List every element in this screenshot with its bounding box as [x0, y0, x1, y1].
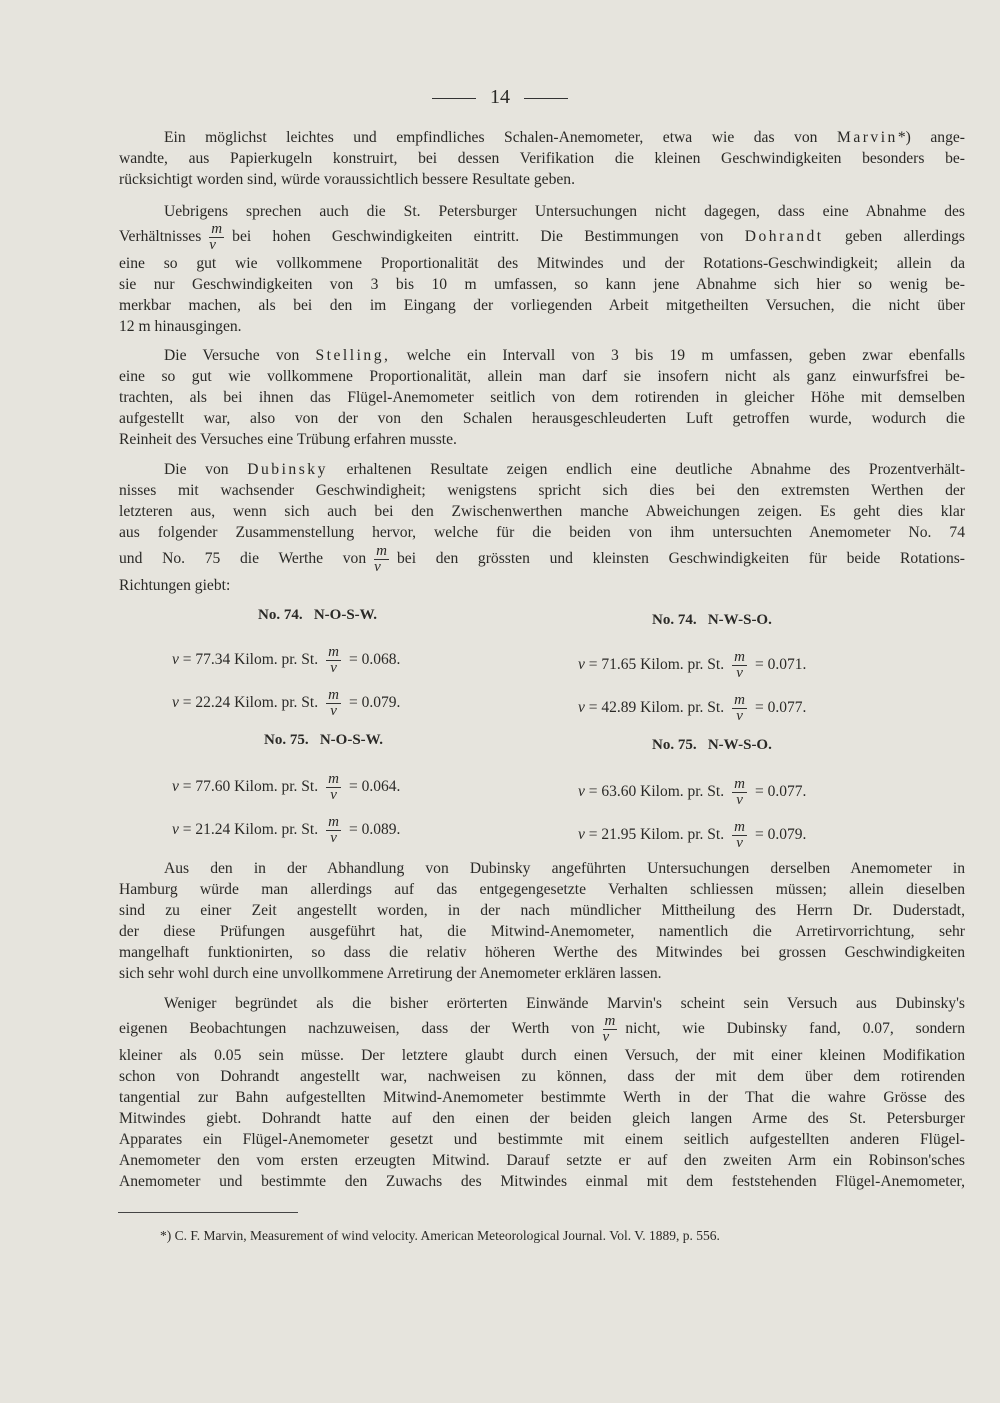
- text-line: und No. 75 die Werthe von $\frac{m}{v}$ bei den grössten und kleinsten Geschwindigkeiten für beide Rotations-: [119, 542, 965, 575]
- fraction-m-over-v: $\frac{m}{v}$: [328, 687, 339, 719]
- table-row: v = 77.34 Kilom. pr. St. $\frac{m}{v}$ = 0.068.: [172, 644, 401, 676]
- text-line: Verhältnisses $\frac{m}{v}$ bei hohen Geschwindigkeiten eintritt. Die Bestimmungen von Dohrandt geben allerdings: [119, 221, 965, 253]
- fraction-m-over-v: $\frac{m}{v}$: [734, 692, 745, 724]
- text-line: Richtungen giebt:: [119, 577, 231, 594]
- text-line: Reinheit des Versuches eine Trübung erfahren musste.: [119, 431, 457, 448]
- text-line: nisses mit wachsender Geschwindigheit; wenigstens spricht sich dies bei den extremsten Werthen der: [119, 482, 965, 499]
- text-line: aus folgender Zusammenstellung hervor, welche für die beiden von ihm untersuchten Anemometer No. 74: [119, 524, 965, 541]
- text-line: Uebrigens sprechen auch die St. Petersburger Untersuchungen nicht dagegen, dass eine Abnahme des: [164, 203, 965, 220]
- text-line: tangential zur Bahn aufgestellten Mitwind-Anemometer bestimmte Werth in der That die wahre Grösse des: [119, 1089, 965, 1106]
- fraction-m-over-v: $\frac{m}{v}$: [734, 776, 745, 808]
- fraction-m-over-v: $\frac{m}{v}$: [734, 649, 745, 681]
- velocity-symbol: v: [172, 651, 179, 669]
- text-line: Mitwindes giebt. Dohrandt hatte auf den einen der beiden gleich langen Arme des St. Petersburger: [119, 1110, 965, 1127]
- ratio-value: 0.079.: [767, 826, 807, 844]
- unit-label: Kilom. pr. St.: [640, 656, 725, 674]
- text-line: Die von Dubinsky erhaltenen Resultate zeigen endlich eine deutliche Abnahme des Prozentverhält-: [164, 461, 966, 478]
- velocity-value: 63.60: [601, 783, 637, 801]
- page-number: 14: [0, 86, 1000, 109]
- fraction-m-over-v: $\frac{m}{v}$: [328, 814, 339, 846]
- paragraph-4: [119, 459, 965, 596]
- text-line: kleiner als 0.05 sein müsse. Der letztere glaubt durch einen Versuch, der mit einer kleinen Modifikation: [119, 1047, 965, 1064]
- text-line: sie nur Geschwindigkeiten von 3 bis 10 m umfassen, so kann jene Abnahme sich hier so wenig be-: [119, 276, 965, 293]
- table-heading: No. 75. N-O-S-W.: [264, 732, 384, 748]
- text-line: letzteren aus, wenn sich auch bei den Zwischenwerthen manche Abweichungen zeigen. Es geht dies klar: [119, 503, 965, 520]
- text-line: Apparates ein Flügel-Anemometer gesetzt und bestimmte mit einem seitlich aufgestellten anderen Flügel-: [119, 1131, 965, 1148]
- ratio-value: 0.077.: [767, 699, 807, 717]
- paragraph-6: [119, 993, 965, 1192]
- velocity-value: 21.95: [601, 826, 637, 844]
- text-line: der diese Prüfungen ausgeführt hat, die Mitwind-Anemometer, namentlich die Arretirvorrichtung, sehr: [119, 923, 965, 940]
- fraction-m-over-v: $\frac{m}{v}$: [328, 644, 339, 676]
- paragraph-2: [119, 201, 965, 337]
- text-line: wandte, aus Papierkugeln konstruirt, bei dessen Verifikation die kleinen Geschwindigkeiten besonders be-: [119, 150, 965, 167]
- text-line: rücksichtigt worden sind, würde voraussichtlich bessere Resultate geben.: [119, 171, 575, 188]
- unit-label: Kilom. pr. St.: [234, 821, 319, 839]
- unit-label: Kilom. pr. St.: [640, 699, 725, 717]
- velocity-value: 77.60: [195, 778, 231, 796]
- text-line: Die Versuche von Stelling, welche ein Intervall von 3 bis 19 m umfassen, geben zwar ebenfalls: [164, 347, 966, 364]
- text-line: eigenen Beobachtungen nachzuweisen, dass der Werth von $\frac{m}{v}$ nicht, wie Dubinsky fand, 0.07, sondern: [119, 1013, 965, 1045]
- unit-label: Kilom. pr. St.: [640, 826, 725, 844]
- text-line: aufgestellt war, also von der von den Schalen herausgeschleuderten Luft getroffen wurde, wodurch die: [119, 410, 965, 427]
- text-line: merkbar machen, als bei den im Eingang der vorliegenden Arbeit mitgetheilten Versuchen, die nicht über: [119, 297, 965, 314]
- ratio-value: 0.077.: [767, 783, 807, 801]
- text-line: Hamburg würde man allerdings auf das entgegengesetzte Verhalten schliessen müssen; allein dieselben: [119, 881, 965, 898]
- ratio-value: 0.064.: [361, 778, 401, 796]
- table-row: v = 22.24 Kilom. pr. St. $\frac{m}{v}$ = 0.079.: [172, 687, 401, 719]
- paragraph-5: [119, 858, 965, 984]
- table-heading: No. 75. N-W-S-O.: [652, 737, 772, 753]
- ratio-value: 0.089.: [361, 821, 401, 839]
- table-row: v = 71.65 Kilom. pr. St. $\frac{m}{v}$ = 0.071.: [578, 649, 807, 681]
- velocity-symbol: v: [172, 821, 179, 839]
- velocity-value: 77.34: [195, 651, 231, 669]
- velocity-symbol: v: [578, 656, 585, 674]
- ratio-value: 0.079.: [361, 694, 401, 712]
- table-heading: No. 74. N-W-S-O.: [652, 612, 772, 628]
- fraction-m-over-v: $\frac{m}{v}$: [734, 819, 745, 851]
- text-line: 12 m hinausgingen.: [119, 318, 242, 335]
- paragraph-1: [119, 127, 965, 190]
- text-line: Aus den in der Abhandlung von Dubinsky angeführten Untersuchungen derselben Anemometer in: [164, 860, 965, 877]
- table-row: v = 21.95 Kilom. pr. St. $\frac{m}{v}$ = 0.079.: [578, 819, 807, 851]
- ratio-value: 0.068.: [361, 651, 401, 669]
- text-line: Anemometer den vom ersten erzeugten Mitwind. Darauf setzte er auf den zweiten Arm ein Robinson'sches: [119, 1152, 965, 1169]
- fraction-m-over-v: $\frac{m}{v}$: [209, 221, 223, 253]
- velocity-symbol: v: [578, 826, 585, 844]
- footnote-rule: [118, 1212, 298, 1213]
- table-row: v = 42.89 Kilom. pr. St. $\frac{m}{v}$ = 0.077.: [578, 692, 807, 724]
- text-line: sich sehr wohl durch eine unvollkommene Arretirung der Anemometer erklären lassen.: [119, 965, 662, 982]
- fraction-m-over-v: $\frac{m}{v}$: [374, 542, 387, 575]
- paragraph-3: [119, 345, 965, 450]
- unit-label: Kilom. pr. St.: [234, 778, 319, 796]
- text-line: schon von Dohrandt angestellt war, nachweisen zu können, dass der mit dem über dem rotirenden: [119, 1068, 965, 1085]
- footnote: *) C. F. Marvin, Measurement of wind velocity. American Meteorological Journal. Vol. V. 1889, p. 556.: [160, 1228, 720, 1243]
- text-line: Anemometer und bestimmte den Zuwachs des Mitwindes einmal mit dem feststehenden Flügel-Anemometer,: [119, 1173, 965, 1190]
- table-row: v = 77.60 Kilom. pr. St. $\frac{m}{v}$ = 0.064.: [172, 771, 401, 803]
- text-line: mangelhaft funktionirten, so dass die relativ höheren Werthe des Mitwindes bei grossen Geschwindigkeiten: [119, 944, 965, 961]
- table-heading: No. 74. N-O-S-W.: [258, 607, 378, 623]
- text-line: trachten, als bei ihnen das Flügel-Anemometer seitlich von dem rotirenden in gleicher Höhe mit demselben: [119, 389, 965, 406]
- fraction-m-over-v: $\frac{m}{v}$: [602, 1013, 616, 1045]
- unit-label: Kilom. pr. St.: [640, 783, 725, 801]
- unit-label: Kilom. pr. St.: [234, 651, 319, 669]
- velocity-symbol: v: [172, 778, 179, 796]
- fraction-m-over-v: $\frac{m}{v}$: [328, 771, 339, 803]
- velocity-symbol: v: [578, 783, 585, 801]
- text-line: sind zu einer Zeit angestellt worden, in der nach mündlicher Mittheilung des Herrn Dr. Duderstadt,: [119, 902, 965, 919]
- velocity-value: 22.24: [195, 694, 231, 712]
- velocity-value: 71.65: [601, 656, 637, 674]
- table-row: v = 21.24 Kilom. pr. St. $\frac{m}{v}$ = 0.089.: [172, 814, 401, 846]
- velocity-symbol: v: [172, 694, 179, 712]
- velocity-value: 21.24: [195, 821, 231, 839]
- text-line: eine so gut wie vollkommene Proportionalität, allein man darf sie insofern nicht als ganz einwurfsfrei be-: [119, 368, 965, 385]
- text-line: Ein möglichst leichtes und empfindliches Schalen-Anemometer, etwa wie das von Marvin*) ange-: [164, 129, 965, 146]
- table-row: v = 63.60 Kilom. pr. St. $\frac{m}{v}$ = 0.077.: [578, 776, 807, 808]
- text-line: eine so gut wie vollkommene Proportionalität des Mitwindes und der Rotations-Geschwindigkeit; allein da: [119, 255, 965, 272]
- velocity-value: 42.89: [601, 699, 637, 717]
- text-line: Weniger begründet als die bisher erörterten Einwände Marvin's scheint sein Versuch aus Dubinsky's: [164, 995, 965, 1012]
- ratio-value: 0.071.: [767, 656, 807, 674]
- unit-label: Kilom. pr. St.: [234, 694, 319, 712]
- velocity-symbol: v: [578, 699, 585, 717]
